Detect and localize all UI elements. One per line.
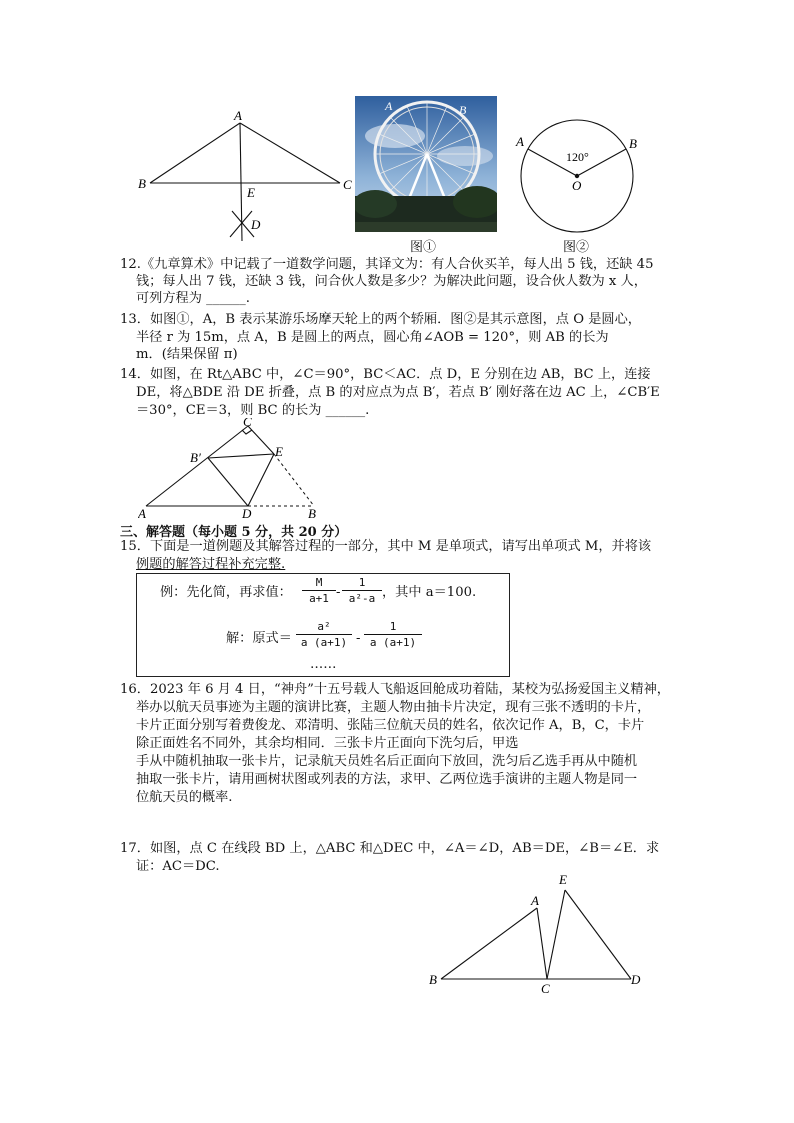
frac-1b-num: 1 bbox=[389, 620, 397, 633]
q16-line4: 除正面姓名不同外，其余均相同．三张卡片正面向下洗匀后，甲选 bbox=[136, 736, 519, 751]
label-a: A bbox=[234, 108, 242, 123]
q16-line5: 手从中随机抽取一张卡片，记录航天员姓名后正面向下放回，洗匀后乙选手再从中随机 bbox=[136, 754, 638, 769]
figure-q14 bbox=[138, 418, 328, 520]
figure-triangle-abc bbox=[130, 105, 360, 245]
ferris-label-a: A bbox=[385, 99, 393, 113]
q17-label-a: A bbox=[531, 893, 539, 908]
q14-line3: ＝30°，CE＝3，则 BC 的长为 ______. bbox=[136, 403, 370, 418]
frac-a2-den: a (a+1) bbox=[300, 636, 348, 649]
q13-line2: 半径 r 为 15m，点 A，B 是圆上的两点，圆心角∠AOB = 120°，则 AB 的长为 bbox=[136, 330, 609, 345]
circle-label-b: B bbox=[629, 136, 637, 151]
example-suffix: ，其中 a＝100. bbox=[382, 585, 477, 600]
q12-line1: 12.《九章算术》中记载了一道数学问题，其译文为：有人合伙买羊，每人出 5 钱，还缺 45 bbox=[120, 257, 654, 272]
frac-m-num: M bbox=[315, 576, 323, 589]
q14-label-c: C bbox=[243, 418, 252, 429]
q17-label-b: B bbox=[429, 972, 437, 987]
caption-figure-1: 图① bbox=[410, 240, 437, 255]
solution-dots: …… bbox=[310, 657, 337, 672]
section-heading: 三、解答题（每小题 5 分，共 20 分） bbox=[120, 525, 348, 540]
solution-prefix: 解：原式＝ bbox=[226, 631, 292, 646]
q16-line2: 举办以航天员事迹为主题的演讲比赛，主题人物由抽卡片决定，现有三张不透明的卡片， bbox=[136, 700, 651, 715]
q14-label-d: D bbox=[242, 506, 252, 520]
q16-line7: 位航天员的概率. bbox=[136, 790, 233, 805]
ferris-wheel-photo bbox=[355, 96, 497, 232]
ferris-label-b: B bbox=[459, 103, 467, 117]
frac-m-den: a+1 bbox=[309, 592, 329, 605]
q17-label-d: D bbox=[631, 972, 641, 987]
example-minus: - bbox=[336, 585, 341, 600]
q12-line3: 可列方程为 ______. bbox=[136, 291, 250, 306]
q14-line2: DE，将△BDE 沿 DE 折叠，点 B 的对应点为点 B′，若点 B′ 刚好落在边 AC 上，∠CB′E bbox=[136, 385, 660, 400]
frac-m bbox=[302, 576, 336, 605]
frac-1b-den: a (a+1) bbox=[369, 636, 417, 649]
q14-label-a: A bbox=[138, 506, 146, 520]
caption-figure-2: 图② bbox=[563, 240, 590, 255]
q14-line1: 14．如图，在 Rt△ABC 中，∠C＝90°，BC＜AC．点 D，E 分别在边 AB，BC 上，连接 bbox=[120, 367, 651, 382]
frac-1b bbox=[364, 620, 422, 649]
frac-1-num: 1 bbox=[358, 576, 366, 589]
q16-line3: 卡片正面分别写着费俊龙、邓清明、张陆三位航天员的姓名，依次记作 A，B，C，卡片 bbox=[136, 718, 645, 733]
q17-label-c: C bbox=[541, 981, 550, 996]
circle-label-a: A bbox=[516, 134, 524, 149]
label-e: E bbox=[247, 185, 255, 200]
frac-1 bbox=[342, 576, 382, 605]
q13-line3: m．(结果保留 π) bbox=[136, 347, 238, 362]
q16-line1: 16．2023 年 6 月 4 日，“神舟”十五号载人飞船返回舱成功着陆，某校为弘扬爱国主义精神， bbox=[120, 682, 670, 697]
example-prefix: 例：先化简，再求值： bbox=[160, 585, 292, 600]
figure-q17 bbox=[425, 868, 655, 998]
solution-minus: - bbox=[356, 631, 361, 646]
frac-1-den: a²-a bbox=[348, 592, 376, 605]
q14-label-e: E bbox=[275, 444, 283, 459]
frac-a2 bbox=[296, 620, 352, 649]
q16-line6: 抽取一张卡片，请用画树状图或列表的方法，求甲、乙两位选手演讲的主题人物是同一 bbox=[136, 772, 638, 787]
q13-line1: 13．如图①，A，B 表示某游乐场摩天轮上的两个轿厢．图②是其示意图，点 O 是圆心， bbox=[120, 312, 641, 327]
q15-line1: 15．下面是一道例题及其解答过程的一部分，其中 M 是单项式，请写出单项式 M，并将该 bbox=[120, 539, 652, 554]
label-c: C bbox=[343, 177, 352, 192]
circle-label-o: O bbox=[572, 178, 582, 193]
label-d: D bbox=[251, 217, 261, 232]
q12-line2: 钱；每人出 7 钱，还缺 3 钱，问合伙人数是多少？为解决此问题，设合伙人数为 x 人， bbox=[136, 274, 647, 289]
circle-angle: 120° bbox=[566, 150, 589, 164]
q14-label-bp: B′ bbox=[190, 450, 201, 465]
frac-a2-num: a² bbox=[317, 620, 331, 633]
q14-label-b: B bbox=[308, 506, 316, 520]
q17-line1: 17．如图，点 C 在线段 BD 上，△ABC 和△DEC 中，∠A＝∠D，AB＝DE，∠B＝∠E．求 bbox=[120, 841, 660, 856]
q17-line2: 证：AC＝DC. bbox=[136, 859, 220, 874]
figure-circle bbox=[510, 118, 645, 238]
q17-label-e: E bbox=[559, 872, 567, 887]
q15-line2: 例题的解答过程补充完整. bbox=[136, 557, 286, 572]
label-b: B bbox=[138, 176, 146, 191]
